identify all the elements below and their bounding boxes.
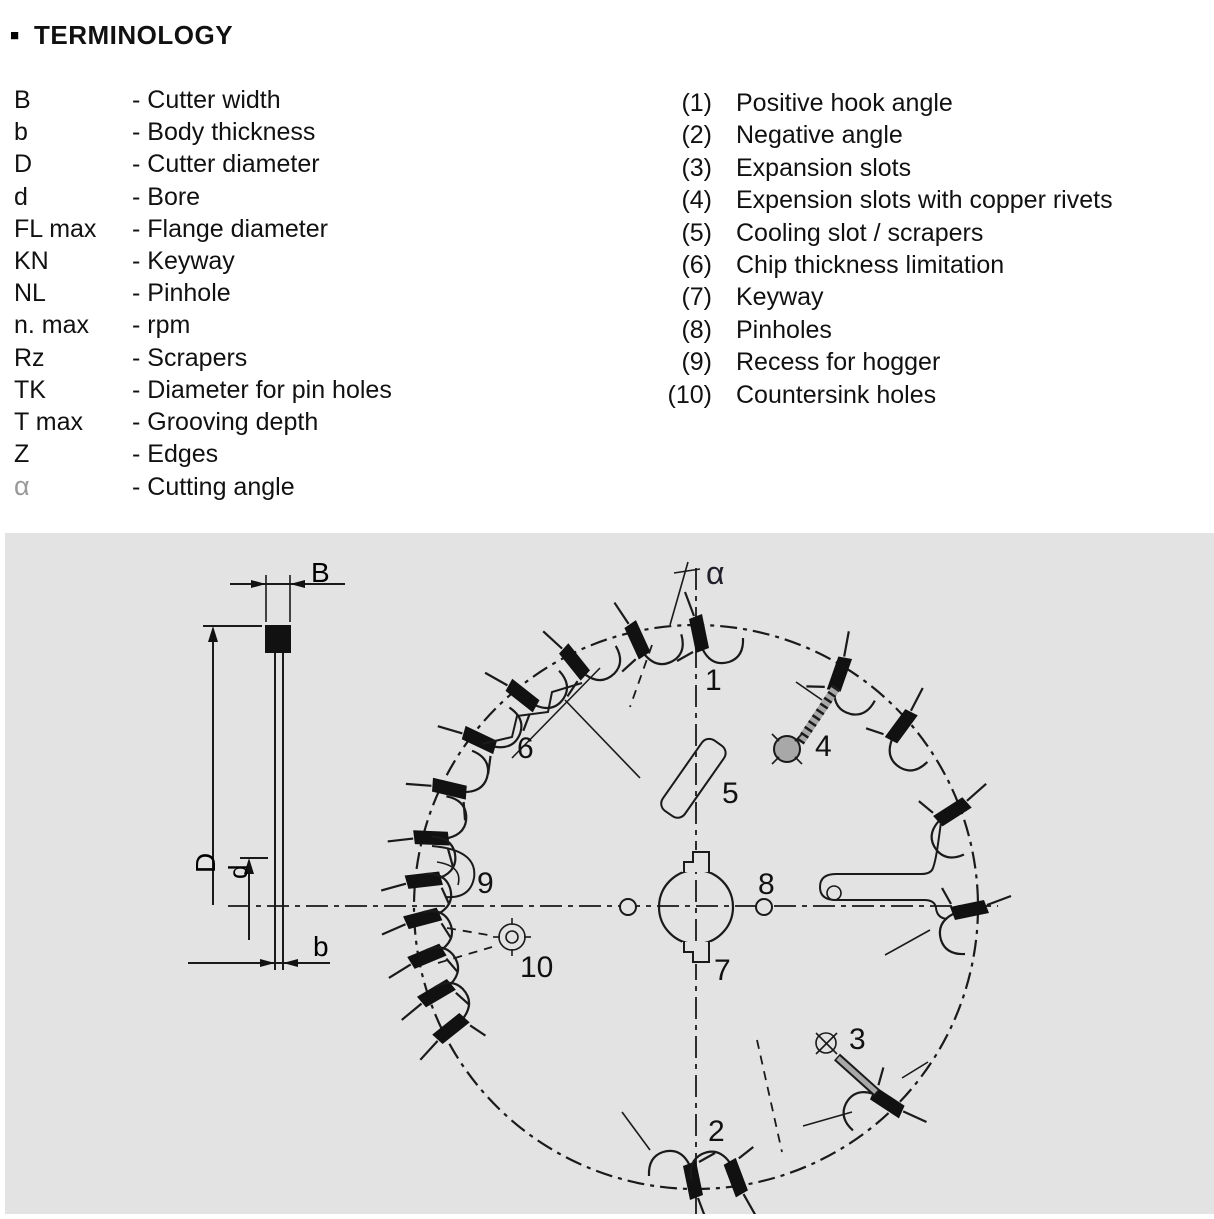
list-item [658, 152, 1113, 184]
item-label: Expansion slots [736, 153, 912, 182]
item-number: (10) [667, 380, 712, 409]
list-item [658, 87, 1113, 119]
alpha-label: α [706, 555, 725, 591]
term: Rz [14, 343, 45, 372]
saw-blade-terminology-diagram [0, 533, 1214, 1214]
item-label: Chip thickness limitation [736, 250, 1005, 279]
list-item [658, 119, 1113, 151]
item-number: (3) [681, 153, 712, 182]
list-item [658, 281, 1113, 313]
list-item [14, 309, 392, 341]
item-label: Negative angle [736, 121, 903, 150]
term: n. max [14, 311, 90, 340]
list-item [14, 213, 392, 245]
list-item [658, 379, 1113, 411]
list-item [658, 346, 1113, 378]
alpha-symbol: α [14, 471, 30, 502]
term: T max [14, 407, 83, 436]
pinhole-left [620, 899, 636, 915]
list-item [14, 470, 392, 502]
list-item [658, 314, 1113, 346]
label-B: B [311, 557, 330, 588]
definition: - Flange diameter [132, 214, 328, 243]
list-item [14, 84, 392, 116]
definition: - Cutter width [132, 86, 281, 114]
term: KN [14, 246, 49, 275]
label-9: 9 [477, 867, 494, 900]
label-b: b [313, 931, 329, 962]
label-10: 10 [520, 951, 554, 984]
item-label: Pinholes [736, 315, 832, 344]
label-2: 2 [708, 1115, 725, 1148]
label-1: 1 [705, 664, 722, 697]
label-4: 4 [815, 730, 832, 763]
item-label: Recess for hogger [736, 348, 941, 377]
list-item [14, 342, 392, 374]
term: NL [14, 279, 46, 308]
term: FL max [14, 214, 97, 243]
definition: - Cutter diameter [132, 150, 320, 179]
item-label: Expension slots with copper rivets [736, 186, 1113, 215]
term: B [14, 86, 31, 114]
gray-background [5, 533, 1214, 1214]
item-number: (7) [681, 283, 712, 312]
definition: - Keyway [132, 246, 235, 275]
list-item [14, 438, 392, 470]
list-item [658, 217, 1113, 249]
term: b [14, 118, 28, 147]
item-label: Keyway [736, 283, 824, 312]
section-header [10, 20, 233, 51]
abbreviation-list [14, 84, 392, 502]
definition: - Cutting angle [132, 473, 295, 502]
label-3: 3 [849, 1023, 866, 1056]
list-item [14, 406, 392, 438]
page-title: TERMINOLOGY [34, 20, 234, 50]
definition: - Bore [132, 182, 201, 211]
definition: - Pinhole [132, 279, 231, 308]
item-number: (2) [681, 121, 712, 150]
label-5: 5 [722, 777, 739, 810]
pinhole-right [756, 899, 772, 915]
definition: - Diameter for pin holes [132, 375, 392, 404]
definition: - rpm [132, 311, 191, 340]
carbide-tip [265, 625, 291, 653]
numbered-feature-list [658, 87, 1113, 411]
item-number: (5) [681, 218, 712, 247]
term: D [14, 150, 33, 179]
list-item [14, 116, 392, 148]
list-item [658, 249, 1113, 281]
label-7: 7 [714, 954, 731, 987]
label-8: 8 [758, 868, 775, 901]
diagram-panel [0, 533, 1214, 1214]
item-label: Positive hook angle [736, 89, 953, 117]
item-label: Cooling slot / scrapers [736, 218, 984, 247]
list-item [14, 148, 392, 180]
list-item [14, 277, 392, 309]
label-d: d [223, 864, 253, 879]
term: Z [14, 440, 30, 469]
square-bullet-icon: ■ [10, 26, 20, 44]
list-item [658, 184, 1113, 216]
item-number: (1) [681, 89, 712, 117]
list-item [14, 374, 392, 406]
definition: - Grooving depth [132, 407, 319, 436]
item-number: (4) [681, 186, 712, 215]
definition: - Scrapers [132, 343, 248, 372]
label-6: 6 [517, 732, 534, 765]
label-D: D [190, 852, 221, 873]
definition: - Body thickness [132, 118, 316, 147]
item-number: (8) [681, 315, 712, 344]
item-label: Countersink holes [736, 380, 937, 409]
list-item [14, 181, 392, 213]
item-number: (9) [681, 348, 712, 377]
definition: - Edges [132, 440, 219, 469]
item-number: (6) [681, 250, 712, 279]
term: d [14, 182, 28, 211]
list-item [14, 245, 392, 277]
term: TK [14, 375, 46, 404]
